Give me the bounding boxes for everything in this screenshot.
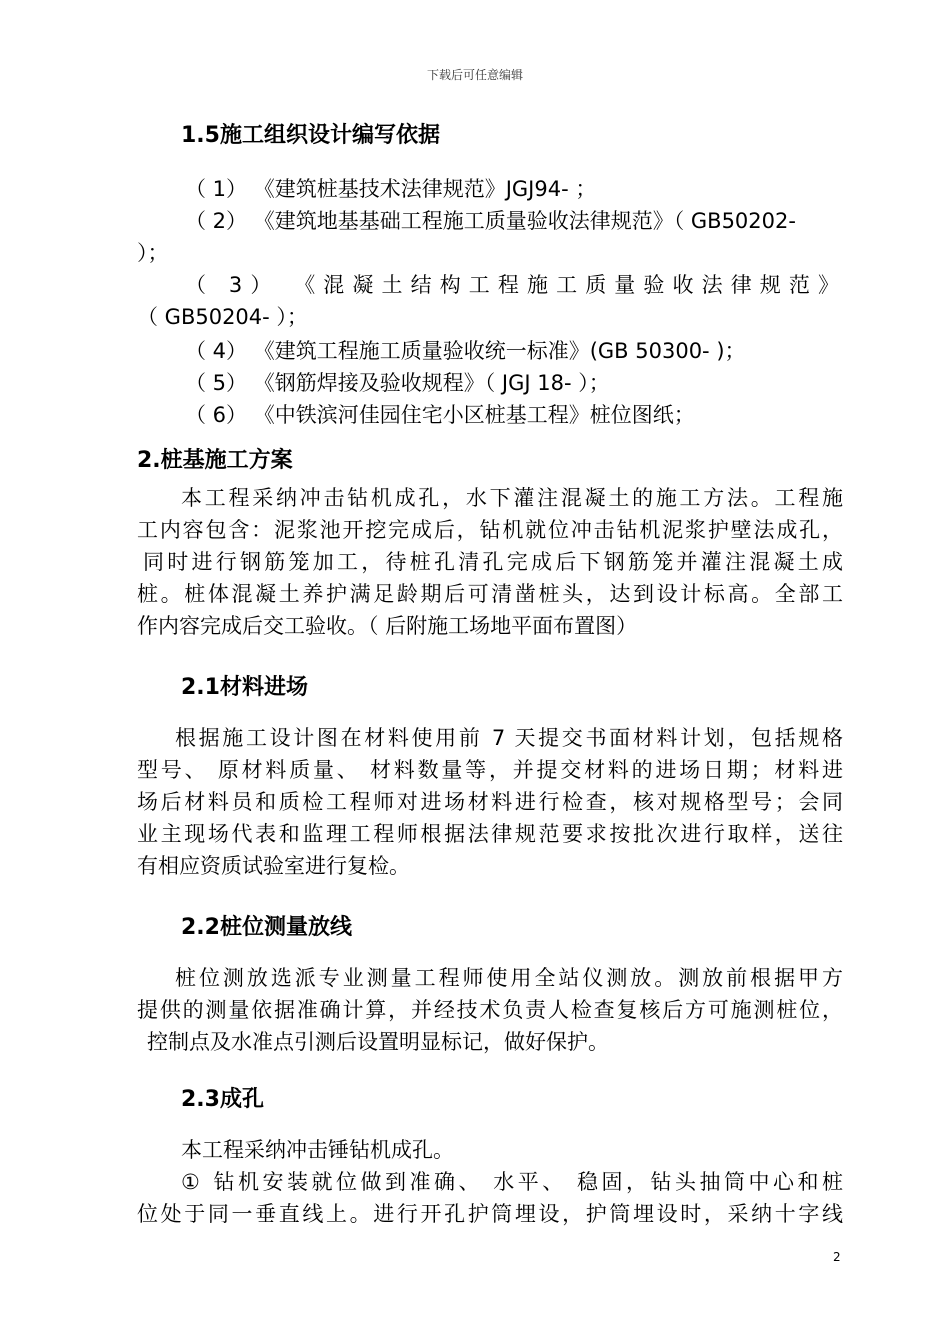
- paragraph-line: 控制点及水准点引测后设置明显标记，做好保护。: [147, 1030, 609, 1054]
- paragraph-line: 型号、 原材料质量、 材料数量等，并提交材料的进场日期；材料进: [137, 758, 843, 782]
- reference-item: （ 5） 《钢筋焊接及验收规程》（ JGJ 18- ）；: [185, 371, 610, 395]
- paragraph-line: 本工程采纳冲击锤钻机成孔。: [181, 1138, 454, 1162]
- paragraph-line: 有相应资质试验室进行复检。: [137, 854, 410, 878]
- section-heading-2-3: 2.3成孔: [181, 1087, 264, 1112]
- section-heading-1-5: 1.5施工组织设计编写依据: [181, 123, 440, 148]
- reference-item: （ 2） 《建筑地基基础工程施工质量验收法律规范》（ GB50202-: [185, 209, 796, 233]
- reference-item-continuation: ）；: [137, 241, 169, 265]
- paragraph-survey: [137, 962, 843, 1058]
- reference-item: （ 4） 《建筑工程施工质量验收统一标准》(GB 50300- )；: [185, 339, 746, 363]
- paragraph-materials: [137, 722, 843, 882]
- reference-item-continuation: （ GB50204- ）；: [137, 305, 308, 329]
- paragraph-line: 业主现场代表和监理工程师根据法律规范要求按批次进行取样，送往: [137, 822, 843, 846]
- section-heading-2-1: 2.1材料进场: [181, 675, 308, 700]
- paragraph-line: ① 钻机安装就位做到准确、 水平、 稳固，钻头抽筒中心和桩: [181, 1170, 843, 1194]
- paragraph-line: 作内容完成后交工验收。（ 后附施工场地平面布置图）: [137, 614, 638, 638]
- paragraph-line: 提供的测量依据准确计算，并经技术负责人检查复核后方可施测桩位，: [137, 998, 843, 1022]
- paragraph-line: 桩位测放选派专业测量工程师使用全站仪测放。测放前根据甲方: [175, 966, 843, 990]
- reference-item: （ 1） 《建筑桩基技术法律规范》JGJ94- ；: [185, 177, 597, 201]
- paragraph-pile-plan: [137, 482, 843, 642]
- page-header: 下载后可任意编辑: [426, 68, 523, 82]
- paragraph-line: 根据施工设计图在材料使用前 7 天提交书面材料计划，包括规格: [175, 726, 843, 750]
- section-heading-2-2: 2.2桩位测量放线: [181, 915, 352, 940]
- reference-item: （ 3） 《混凝土结构工程施工质量验收法律规范》: [185, 273, 841, 297]
- paragraph-line: 本工程采纳冲击钻机成孔，水下灌注混凝土的施工方法。工程施: [181, 486, 843, 510]
- reference-item: （ 6） 《中铁滨河佳园住宅小区桩基工程》桩位图纸；: [185, 403, 695, 427]
- paragraph-line: 位处于同一垂直线上。进行开孔护筒埋设，护筒埋设时，采纳十字线: [137, 1202, 843, 1226]
- page-number: 2: [833, 1250, 841, 1264]
- paragraph-line: 场后材料员和质检工程师对进场材料进行检查，核对规格型号；会同: [137, 790, 843, 814]
- paragraph-line: 工内容包含：泥浆池开挖完成后，钻机就位冲击钻机泥浆护壁法成孔，: [137, 518, 843, 542]
- section-heading-2: 2.桩基施工方案: [137, 448, 293, 473]
- paragraph-line: 同时进行钢筋笼加工，待桩孔清孔完成后下钢筋笼并灌注混凝土成: [143, 550, 843, 574]
- paragraph-line: 桩。桩体混凝土养护满足龄期后可清凿桩头，达到设计标高。全部工: [137, 582, 843, 606]
- paragraph-drilling: [137, 1134, 843, 1230]
